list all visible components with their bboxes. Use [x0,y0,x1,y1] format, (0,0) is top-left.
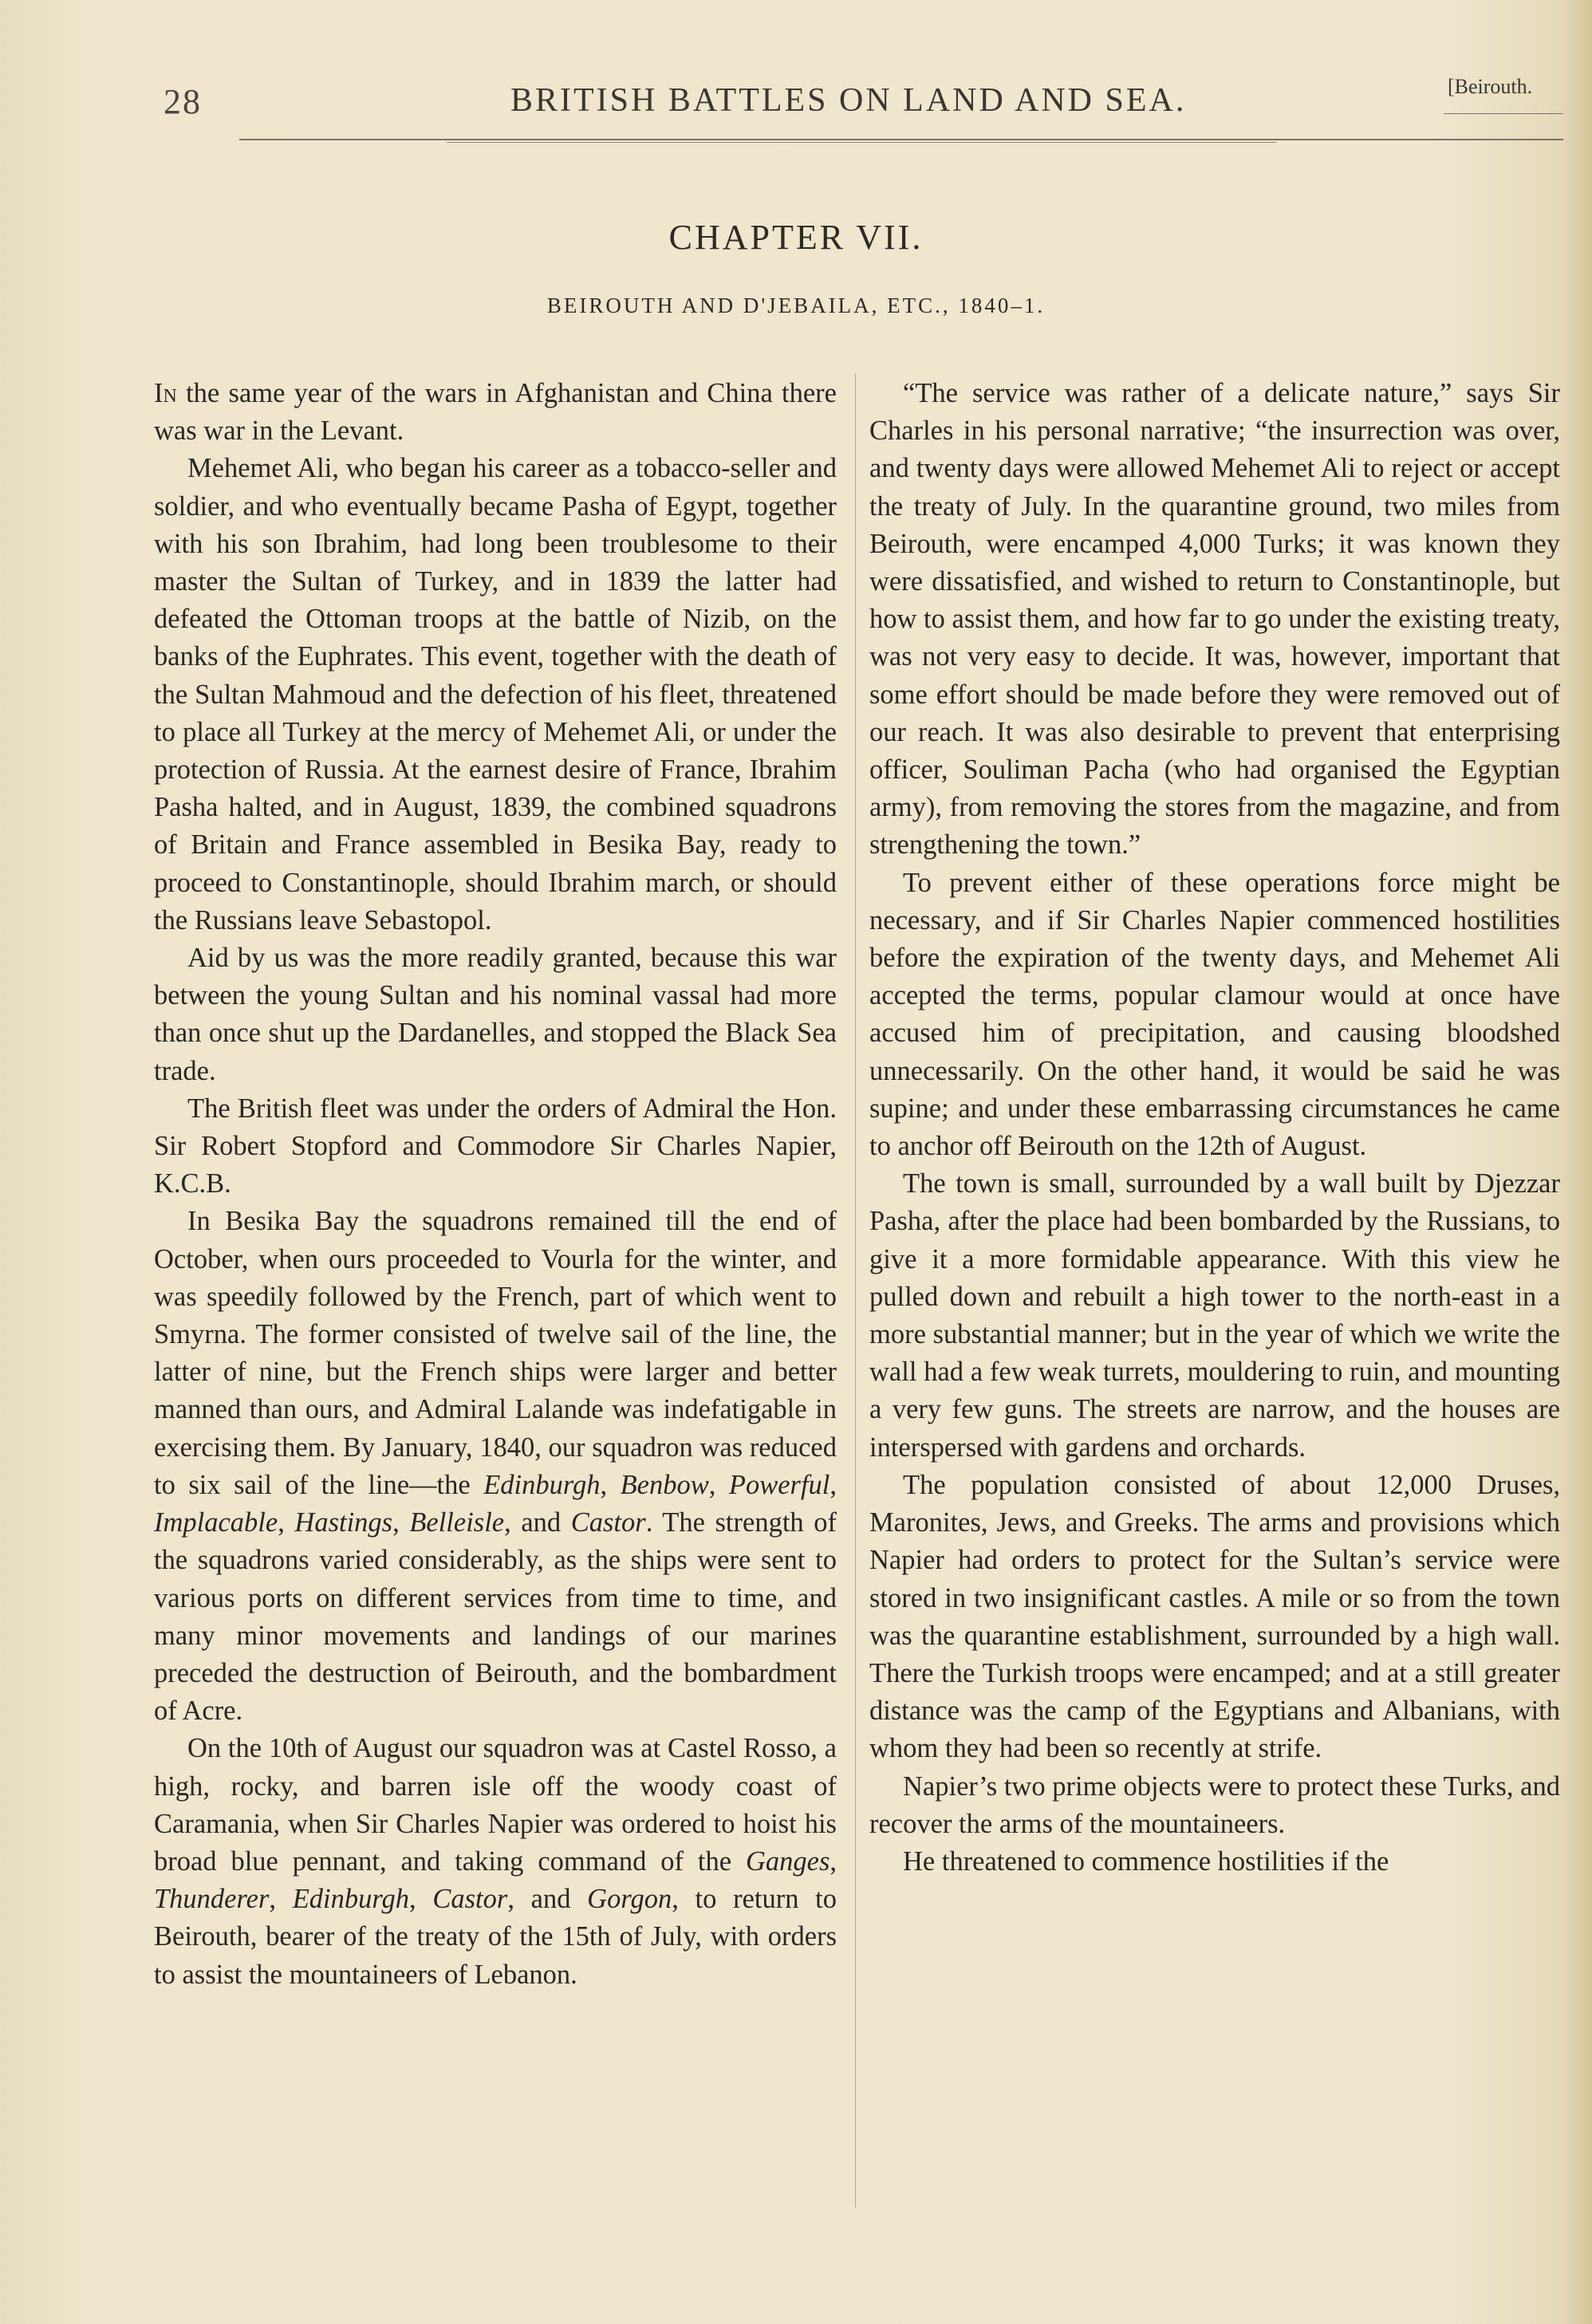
paragraph: Mehemet Ali, who began his career as a tobacco-seller and soldier, and who eventually became Pasha of Egypt, together with his son Ibrahim, had long been troublesome to their master the Sultan of Turkey, and in 1839 the latter had defeated the Ottoman troops at the battle of Nizib, on the banks of the Euphrates. This event, together with the death of the Sultan Mahmoud and the defection of his fleet, threatened to place all Turkey at the mercy of Mehemet Ali, or under the protection of Russia. At the earnest desire of France, Ibrahim Pasha halted, and in August, 1839, the combined squadrons of Britain and France assembled in Besika Bay, ready to proceed to Constantinople, should Ibrahim march, or should the Russians leave Sebastopol. [154,453,837,936]
paragraph: To prevent either of these operations force might be necessary, and if Sir Charles Napier commenced hostilities before the expiration of the twenty days, and Mehemet Ali accepted the terms, popular clamour would at once have accused him of precipitation, and causing bloodshed unnecessarily. On the other hand, it would be said he was supine; and under these embarrassing circumstances he came to anchor off Beirouth on the 12th of August. [869,867,1560,1162]
paragraph: On the 10th of August our squadron was at Castel Rosso, a high, rocky, and barren isle off the woody coast of Caramania, when Sir Charles Napier was ordered to hoist his broad blue pennant, and taking command of the Ganges, Thunderer, Edinburgh, Castor, and Gorgon, to return to Beirouth, bearer of the treaty of the 15th of July, with orders to assist the mountaineers of Lebanon. [154,1733,837,1990]
right-column [869,375,1560,1881]
chapter-subtitle: BEIROUTH AND D'JEBAILA, ETC., 1840–1. [546,293,1046,317]
page-edge-shadow [1560,0,1592,2324]
paragraph: The British fleet was under the orders of Admiral the Hon. Sir Robert Stopford and Commodore Sir Charles Napier, K.C.B. [154,1093,837,1199]
ship-name: Castor [432,1884,508,1915]
ship-name: Belleisle [409,1507,505,1538]
chapter-title: CHAPTER VII. [668,218,924,257]
ship-name: Edinburgh [292,1884,410,1915]
ship-name: Implacable [154,1507,278,1538]
header-rule-thin [447,142,1276,143]
ship-name: Edinburgh [483,1469,601,1500]
opening-word: In [154,378,177,408]
left-column [154,375,837,1994]
header-rule [239,139,1563,140]
paragraph: Aid by us was the more readily granted, because this war between the young Sultan and his nominal vassal had more than once shut up the Dardanelles, and stopped the Black Sea trade. [154,943,837,1086]
paragraph: “The service was rather of a delicate nature,” says Sir Charles in his personal narrative; “the insurrection was over, and twenty days were allowed Mehemet Ali to reject or accept the treaty of July. In the quarantine ground, two miles from Beirouth, were encamped 4,000 Turks; it was known they were dissatisfied, and wished to return to Constantinople, but how to assist them, and how far to go under the existing treaty, was not very easy to decide. It was, however, important that some effort should be made before they were removed out of our reach. It was also desirable to prevent that enterprising officer, Souliman Pacha (who had organised the Egyptian army), from removing the stores from the magazine, and from strengthening the town.” [869,378,1560,861]
ship-name: Powerful [728,1469,830,1500]
ship-name: Castor [570,1507,646,1538]
running-title: BRITISH BATTLES ON LAND AND SEA. [510,82,1187,119]
paragraph: In Besika Bay the squadrons remained till the end of October, when ours proceeded to Vourla for the winter, and was speedily followed by the French, part of which went to Smyrna. The former consisted of twelve sail of the line, the latter of nine, but the French ships were larger and better manned than ours, and Admiral Lalande was indefatigable in exercising them. By January, 1840, our squadron was reduced to six sail of the line—the Edinburgh, Benbow, Powerful, Implacable, Hastings, Belleisle, and Castor. The strength of the squadrons varied considerably, as the ships were sent to various ports on different services from time to time, and many minor movements and landings of our marines preceded the destruction of Beirouth, and the bombardment of Acre. [154,1206,837,1727]
column-divider [855,373,856,2208]
page-number: 28 [164,82,202,121]
paragraph: Napier’s two prime objects were to protect these Turks, and recover the arms of the mountaineers. [869,1771,1560,1839]
section-tag-rule [1444,113,1563,114]
ship-name: Ganges [745,1845,830,1877]
ship-name: Thunderer [154,1884,270,1915]
paragraph: The town is small, surrounded by a wall built by Djezzar Pasha, after the place had been bombarded by the Russians, to give it a more formidable appearance. With this view he pulled down and rebuilt a high tower to the north-east in a more substantial manner; but in the year of which we write the wall had a few weak turrets, mouldering to ruin, and mounting a very few guns. The streets are narrow, and the houses are interspersed with gardens and orchards. [869,1168,1560,1463]
running-header [0,73,1592,137]
paragraph: He threatened to commence hostilities if the [903,1845,1389,1877]
ship-name: Benbow [620,1469,709,1500]
ship-name: Gorgon [587,1884,672,1915]
ship-name: Hastings [294,1507,393,1538]
paragraph: In the same year of the wars in Afghanistan and China there was war in the Levant. [154,378,837,447]
section-tag: [Beirouth. [1448,75,1533,98]
paragraph: The population consisted of about 12,000 Druses, Maronites, Jews, and Greeks. The arms and provisions which Napier had orders to protect for the Sultan’s service were stored in two insignificant castles. A mile or so from the town was the quarantine establishment, surrounded by a high wall. There the Turkish troops were encamped; and at a still greater distance was the camp of the Egyptians and Albanians, with whom they had been so recently at strife. [869,1469,1560,1764]
